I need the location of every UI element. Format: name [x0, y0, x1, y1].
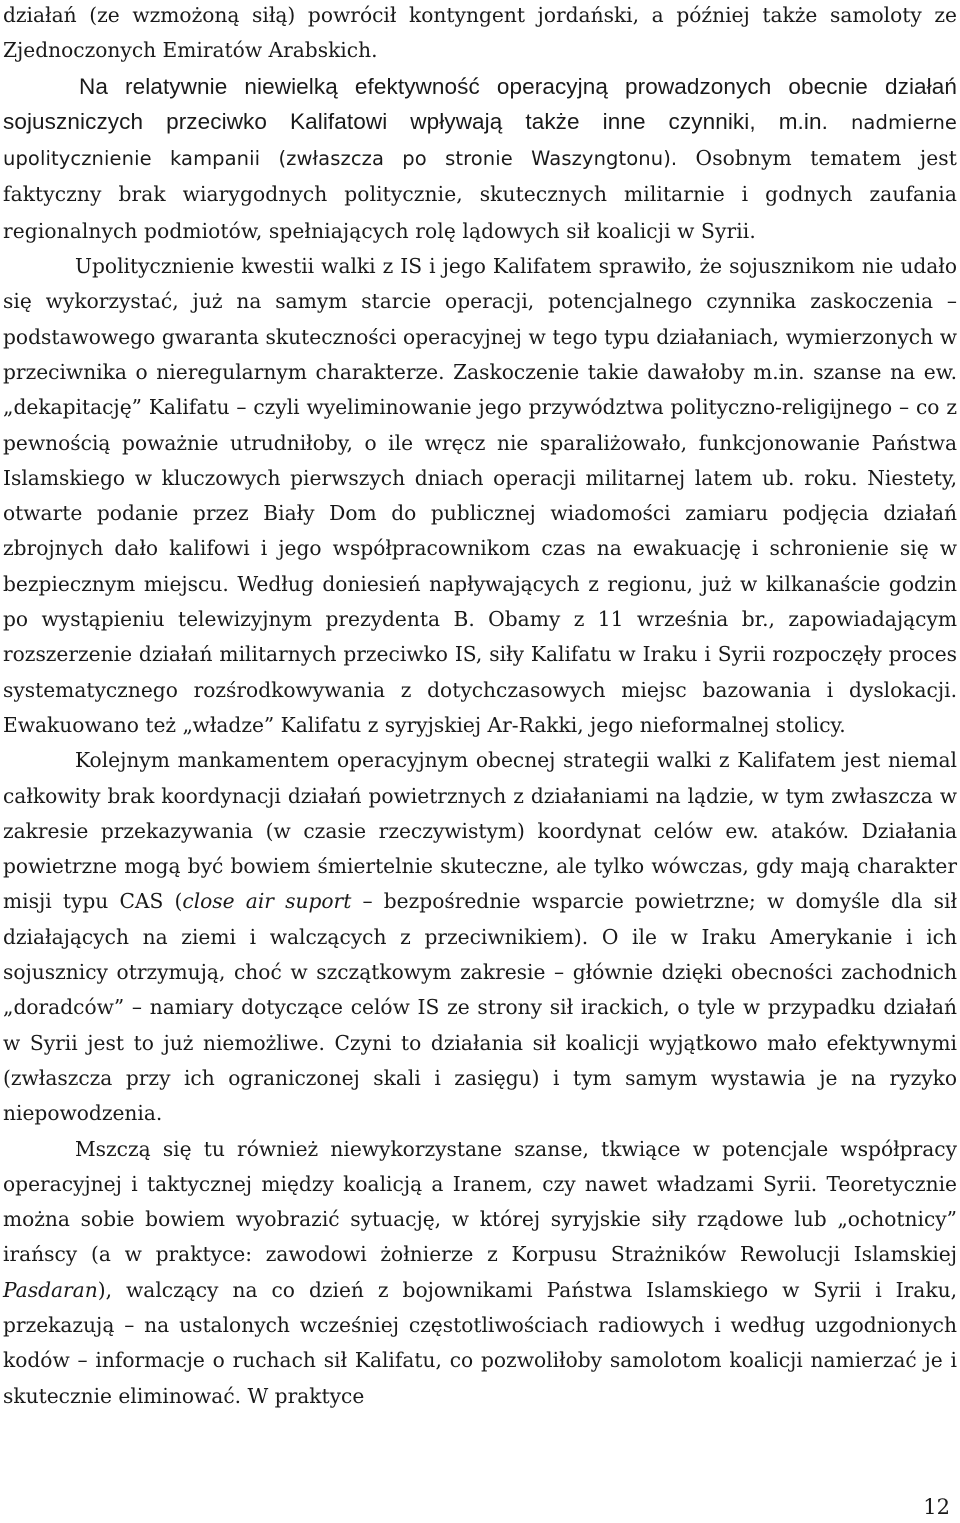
paragraph-text: Upolitycznienie kwestii walki z IS i jego Kalifatem sprawiło, że sojusznikom nie udało się wykorzystać, już na samym starcie operacji, potencjalnego czynnika zaskoczenia – podstawowego gwaranta skuteczności operacyjnej w tego typu działaniach, wymierzonych w przeciwnika o nieregularnym charakterze. Zaskoczenie takie dawałoby m.in. szanse na ew. „dekapitację” Kalifatu – czyli wyeliminowanie jego przywództwa polityczno-religijnego – co z pewnością poważnie utrudniłoby, o ile wręcz nie sparaliżowało, funkcjonowanie Państwa Islamskiego w kluczowych pierwszych dniach operacji militarnej latem ub. roku. Niestety, otwarte podanie przez Biały Dom do publicznej wiadomości zamiaru podjęcia działań zbrojnych dało kalifowi i jego współpracownikom czas na ewakuację i schronienie się w bezpiecznym miejscu. Według doniesień napływających z regionu, już w kilkanaście godzin po wystąpieniu telewizyjnym prezydenta B. Obamy z 11 września br., zapowiadającym rozszerzenie działań militarnych przeciwko IS, siły Kalifatu w Iraku i Syrii rozpoczęły proces systematycznego rozśrodkowywania z dotychczasowych miejsc bazowania i dyslokacji. Ewakuowano też „władze” Kalifatu z syryjskiej Ar-Rakki, jego nieformalnej stolicy. — [3, 254, 957, 737]
paragraph-text: działań (ze wzmożoną siłą) powrócił kontyngent jordański, a później także samoloty ze Zjednoczonych Emiratów Arabskich. — [3, 3, 957, 63]
page-number: 12 — [923, 1495, 950, 1519]
paragraph-text: Mszczą się tu również niewykorzystane szanse, tkwiące w potencjale współpracy operacyjnej i taktycznej między koalicją a Iranem, czy nawet władzami Syrii. Teoretycznie można sobie bowiem wyobrazić sytuację, w której syryjskie siły rządowe lub „ochotnicy” irańscy (a w praktyce: zawodowi żołnierze z Korpusu Strażników Rewolucji Islamskiej — [3, 1136, 957, 1267]
paragraph-text: ), walczący na co dzień z bojownikami Państwa Islamskiego w Syrii i Iraku, przekazują – na ustalonych wcześniej częstotliwościach radiowych i według uzgodnionych kodów – informacje o ruchach sił Kalifatu, co pozwoliłoby samolotom koalicji namierzać je i skutecznie eliminować. W praktyce — [3, 1277, 957, 1408]
paragraph-factors — [3, 69, 957, 249]
paragraph-coordination — [3, 743, 957, 1131]
paragraph-text: Kolejnym mankamentem operacyjnym obecnej strategii walki z Kalifatem jest niemal całkowity brak koordynacji działań powietrznych z działaniami na lądzie, w tym zwłaszcza w zakresie przekazywania (w czasie rzeczywistym) koordynat celów ew. ataków. Działania powietrzne mogą być bowiem śmiertelnie skuteczne, ale tylko wówczas, gdy mają charakter misji typu CAS ( — [3, 748, 957, 914]
paragraph-missed-opportunities — [3, 1132, 957, 1414]
paragraph-politicization — [3, 249, 957, 743]
paragraph-text: Osobnym tematem jest faktyczny brak wiarygodnych politycznie, skutecznych militarnie i godnych zaufania regionalnych podmiotów, spełniających rolę lądowych sił koalicji w Syrii. — [3, 146, 957, 243]
paragraph-text: nadmierne upolitycznienie kampanii (zwłaszcza po stronie Waszyngtonu). — [3, 110, 957, 171]
italic-term: Pasdaran — [3, 1277, 98, 1302]
paragraph-continuation — [3, 0, 957, 69]
paragraph-text: – bezpośrednie wsparcie powietrzne; w domyśle dla sił działających na ziemi i walczących z przeciwnikiem). O ile w Iraku Amerykanie i ich sojusznicy otrzymują, choć w szczątkowym zakresie – głównie dzięki obecności zachodnich „doradców” – namiary dotyczące celów IS ze strony sił irackich, o tyle w przypadku działań w Syrii jest to już niemożliwe. Czyni to działania sił koalicji wyjątkowo mało efektywnymi (zwłaszcza przy ich ograniczonej skali i zasięgu) i tym samym wystawia je na ryzyko niepowodzenia. — [3, 889, 957, 1126]
paragraph-text: Na relatywnie niewielką efektywność operacyjną prowadzonych obecnie działań sojuszniczych przeciwko Kalifatowi wpływają także inne czynniki, m.in. — [3, 73, 957, 134]
italic-term: close air suport — [182, 889, 352, 914]
